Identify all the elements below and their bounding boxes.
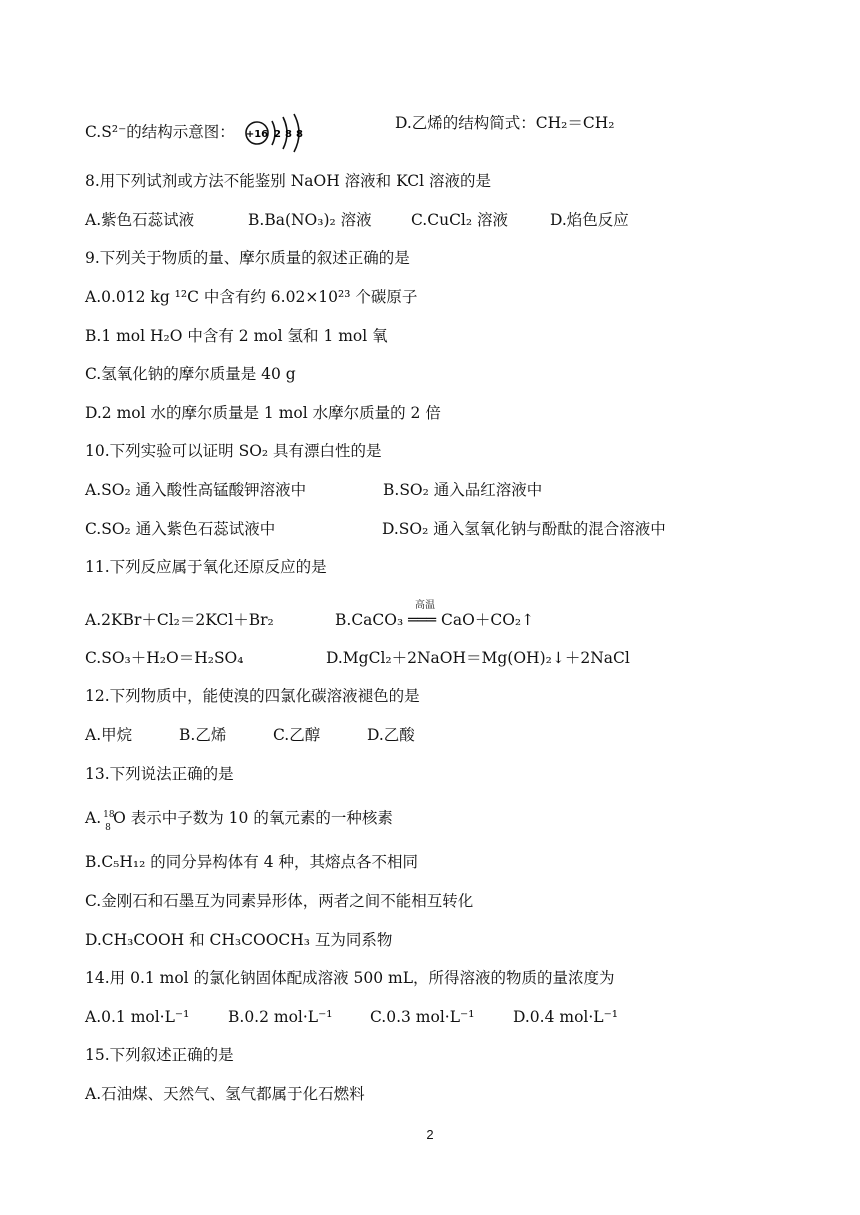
shell-2-electrons: 8 <box>284 129 292 140</box>
page-number: 2 <box>426 1127 434 1142</box>
option-9d: D.2 mol 水的摩尔质量是 1 mol 水摩尔质量的 2 倍 <box>85 404 441 422</box>
option-12b: B.乙烯 <box>179 726 227 744</box>
sulfide-ion-structure-diagram <box>242 113 312 153</box>
option-10c: C.SO₂ 通入紫色石蕊试液中 <box>85 520 276 538</box>
option-8c: C.CuCl₂ 溶液 <box>411 211 509 229</box>
option-13c: C.金刚石和石墨互为同素异形体，两者之间不能相互转化 <box>85 892 474 910</box>
option-10b: B.SO₂ 通入品红溶液中 <box>383 481 543 499</box>
option-14b: B.0.2 mol·L⁻¹ <box>228 1008 333 1026</box>
option-11b <box>335 600 535 630</box>
question-14: 14.用 0.1 mol 的氯化钠固体配成溶液 500 mL，所得溶液的物质的量浓度为 <box>85 969 615 987</box>
question-11: 11.下列反应属于氧化还原反应的是 <box>85 558 327 576</box>
mass-number: 18 <box>103 810 115 820</box>
shell-3-electrons: 8 <box>295 129 303 140</box>
shell-1-electrons: 2 <box>273 129 281 140</box>
option-10d: D.SO₂ 通入氢氧化钠与酚酞的混合溶液中 <box>382 520 666 538</box>
option-12d: D.乙酸 <box>367 726 415 744</box>
oxygen-isotope-notation <box>101 809 115 833</box>
option-8d: D.焰色反应 <box>550 211 629 229</box>
option-8a: A.紫色石蕊试液 <box>85 211 195 229</box>
option-11a: A.2KBr＋Cl₂＝2KCl＋Br₂ <box>85 611 274 629</box>
option-10a: A.SO₂ 通入酸性高锰酸钾溶液中 <box>85 481 307 499</box>
option-13d: D.CH₃COOH 和 CH₃COOCH₃ 互为同系物 <box>85 931 393 949</box>
option-14a: A.0.1 mol·L⁻¹ <box>85 1008 190 1026</box>
option-14d: D.0.4 mol·L⁻¹ <box>513 1008 618 1026</box>
option-9b: B.1 mol H₂O 中含有 2 mol 氢和 1 mol 氧 <box>85 327 388 345</box>
nucleus-charge: +16 <box>245 129 268 140</box>
option-13a-label: A. <box>85 809 102 827</box>
atomic-number: 8 <box>105 823 111 833</box>
option-7c <box>85 113 312 153</box>
question-15: 15.下列叙述正确的是 <box>85 1046 234 1064</box>
question-12: 12.下列物质中，能使溴的四氯化碳溶液褪色的是 <box>85 687 420 705</box>
option-7c-text: C.S²⁻的结构示意图： <box>85 123 235 141</box>
option-13b: B.C₅H₁₂ 的同分异构体有 4 种，其熔点各不相同 <box>85 853 418 871</box>
question-9: 9.下列关于物质的量、摩尔质量的叙述正确的是 <box>85 249 410 267</box>
question-10: 10.下列实验可以证明 SO₂ 具有漂白性的是 <box>85 442 382 460</box>
option-8b: B.Ba(NO₃)₂ 溶液 <box>248 211 372 229</box>
reaction-condition: 高温 <box>415 600 435 611</box>
option-14c: C.0.3 mol·L⁻¹ <box>370 1008 475 1026</box>
option-9c: C.氢氧化钠的摩尔质量是 40 g <box>85 365 296 383</box>
option-11d: D.MgCl₂＋2NaOH＝Mg(OH)₂↓＋2NaCl <box>326 649 630 667</box>
option-15a: A.石油煤、天然气、氢气都属于化石燃料 <box>85 1085 365 1103</box>
option-9a: A.0.012 kg ¹²C 中含有约 6.02×10²³ 个碳原子 <box>85 288 418 306</box>
option-12c: C.乙醇 <box>273 726 321 744</box>
option-13a-text: O 表示中子数为 10 的氧元素的一种核素 <box>113 809 393 827</box>
option-11c: C.SO₃＋H₂O＝H₂SO₄ <box>85 649 244 667</box>
option-12a: A.甲烷 <box>85 726 133 744</box>
option-13a <box>85 808 393 833</box>
option-11b-text: B.CaCO₃ ═══ CaO＋CO₂↑ <box>335 611 535 629</box>
option-7d: D.乙烯的结构简式：CH₂＝CH₂ <box>395 114 615 132</box>
question-8: 8.用下列试剂或方法不能鉴别 NaOH 溶液和 KCl 溶液的是 <box>85 172 492 190</box>
question-13: 13.下列说法正确的是 <box>85 765 234 783</box>
